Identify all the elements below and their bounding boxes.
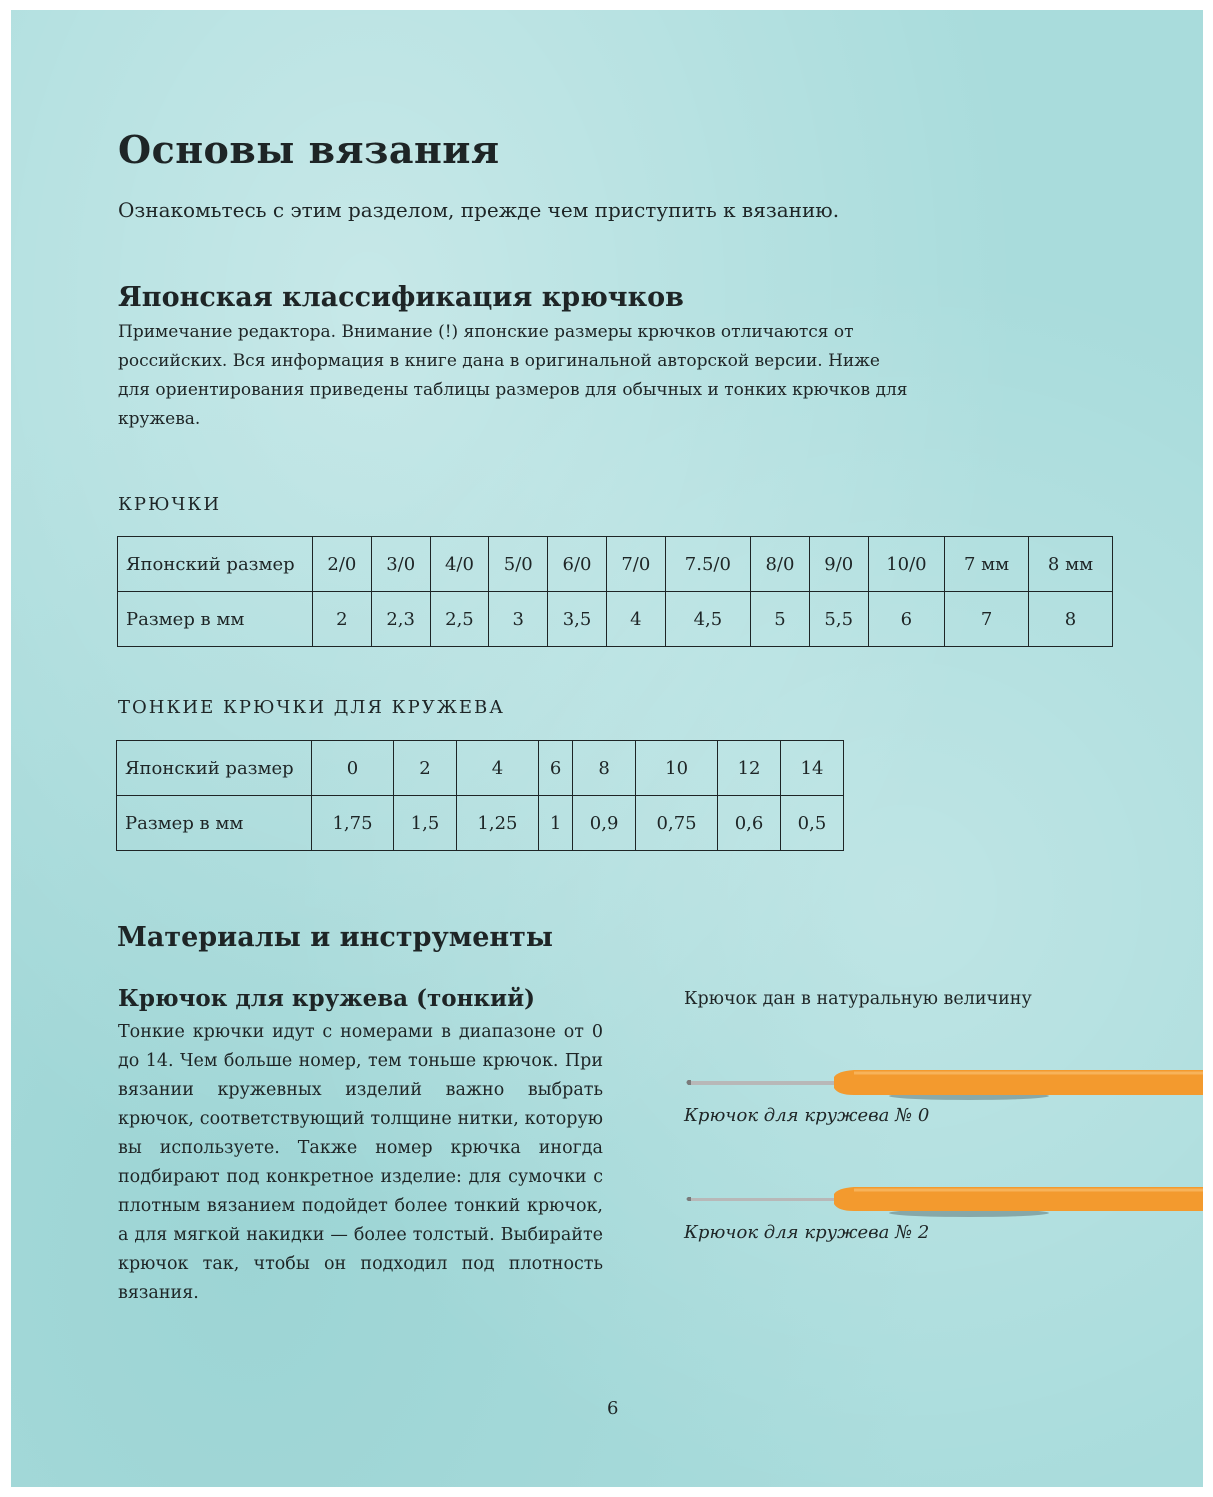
table-cell: 2 [394,741,457,796]
table-cell: 3,5 [548,592,607,647]
table-cell: 2,5 [430,592,489,647]
lace-table-caption: ТОНКИЕ КРЮЧКИ ДЛЯ КРУЖЕВА [118,697,505,718]
table-cell: 8 [573,741,636,796]
table-cell: 4 [456,741,538,796]
table-cell: 12 [718,741,781,796]
lace-hook-description: Тонкие крючки идут с номерами в диапазоне от 0 до 14. Чем больше номер, тем тоньше крючок. При вязании кружевных изделий важно выбрать крючок, соответствующий толщине нитки, которую вы используете. Также номер крючка иногда подбирают под конкретное изделие: для сумочки с плотным вязанием подойдет более тонкий крючок, а для мягкой накидки — более толстый. Выбирайте крючок так, чтобы он подходил под плотность вязания. [118,1022,603,1303]
table-cell: 10 [636,741,718,796]
table-cell: 1,25 [456,796,538,851]
book-page [11,10,1203,1487]
table-row-mm [117,796,844,851]
lace-size-table [116,740,844,851]
table-cell: 1,75 [312,796,394,851]
table-cell: 2 [313,592,372,647]
table-cell: 2/0 [313,537,372,592]
row-label: Японский размер [118,537,313,592]
table-cell: 6 [538,741,572,796]
table-cell: 6/0 [548,537,607,592]
table-cell: 4 [606,592,665,647]
table-cell: 5 [751,592,810,647]
table-cell: 9/0 [809,537,868,592]
page-number: 6 [607,1398,619,1419]
table-cell: 5/0 [489,537,548,592]
lace-hook-0-image [684,1065,1203,1105]
hook-0-caption: Крючок для кружева № 0 [684,1105,930,1126]
table-cell: 7 мм [945,537,1029,592]
table-cell: 7 [945,592,1029,647]
editor-note: Примечание редактора. Внимание (!) японские размеры крючков отличаются от российских. Вся информация в книге дана в оригинальной авторской версии. Ниже для ориентирования приведены таблицы размеров для обычных и тонких крючков для кружева. [118,322,908,429]
table-cell: 8 [1029,592,1113,647]
table-cell: 0,5 [781,796,844,851]
table-row-japanese [117,741,844,796]
row-label: Размер в мм [117,796,312,851]
table-cell: 3 [489,592,548,647]
table-cell: 7/0 [606,537,665,592]
hooks-size-table [117,536,1113,647]
natural-size-note: Крючок дан в натуральную величину [684,989,1032,1009]
table-cell: 1 [538,796,572,851]
table-cell: 2,3 [371,592,430,647]
japanese-classification-heading: Японская классификация крючков [118,282,684,313]
table-cell: 4/0 [430,537,489,592]
hooks-table-caption: КРЮЧКИ [118,494,222,515]
row-label: Японский размер [117,741,312,796]
table-cell: 3/0 [371,537,430,592]
table-cell: 10/0 [868,537,945,592]
table-cell: 8/0 [751,537,810,592]
materials-heading: Материалы и инструменты [117,922,553,953]
lace-hook-subheading: Крючок для кружева (тонкий) [118,985,536,1012]
table-cell: 5,5 [809,592,868,647]
lace-hook-2-image [684,1180,1203,1220]
table-cell: 1,5 [394,796,457,851]
page-title: Основы вязания [118,127,500,172]
table-row-mm [118,592,1113,647]
table-cell: 14 [781,741,844,796]
table-cell: 0,9 [573,796,636,851]
table-row-japanese [118,537,1113,592]
table-cell: 0,6 [718,796,781,851]
row-label: Размер в мм [118,592,313,647]
hook-2-caption: Крючок для кружева № 2 [684,1222,930,1243]
intro-text: Ознакомьтесь с этим разделом, прежде чем приступить к вязанию. [118,198,840,222]
table-cell: 6 [868,592,945,647]
table-cell: 0,75 [636,796,718,851]
table-cell: 8 мм [1029,537,1113,592]
table-cell: 7.5/0 [665,537,750,592]
table-cell: 4,5 [665,592,750,647]
table-cell: 0 [312,741,394,796]
